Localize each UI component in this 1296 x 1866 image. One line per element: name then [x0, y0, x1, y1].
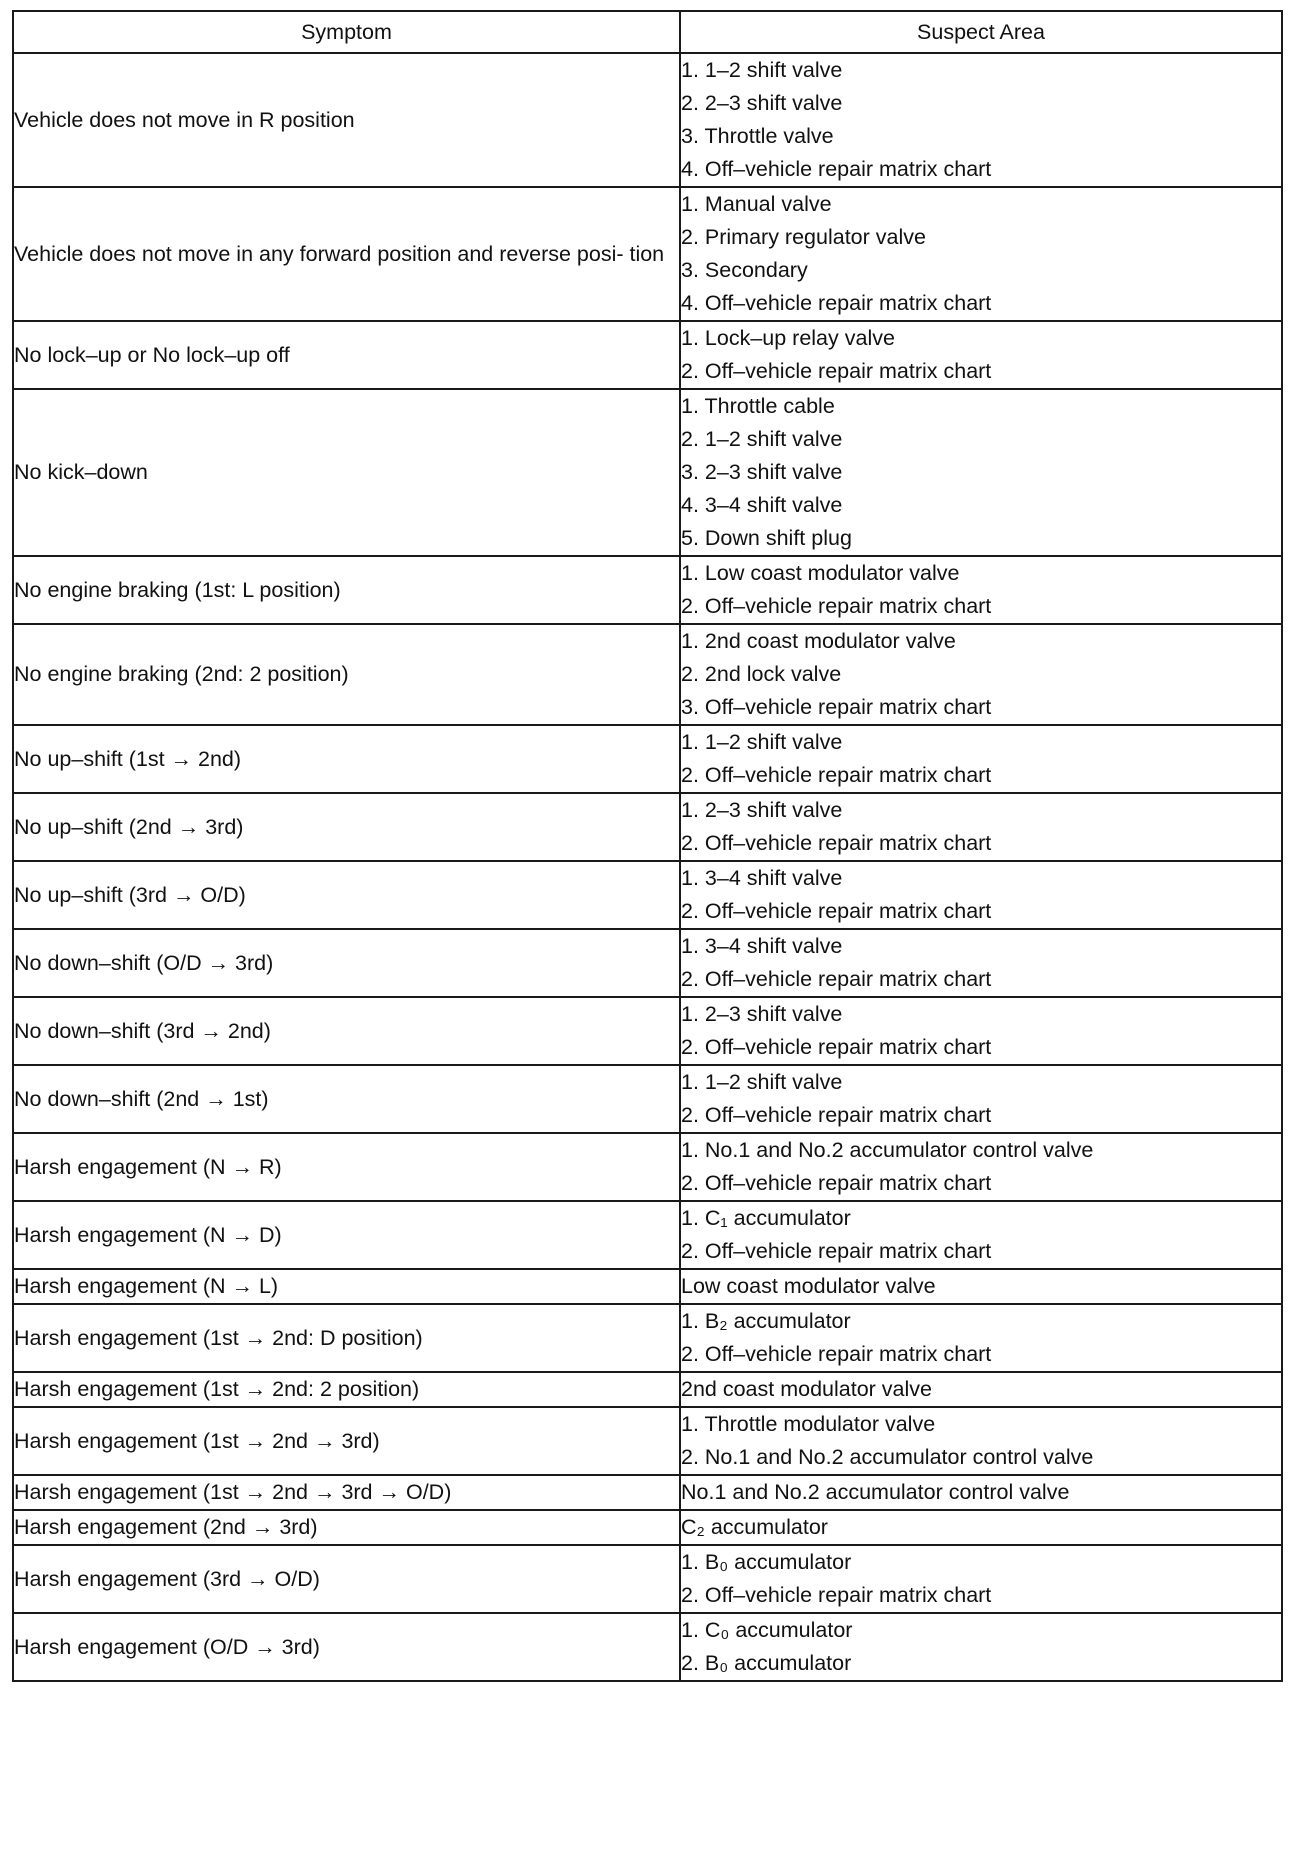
suspect-item: 2. No.1 and No.2 accumulator control valve — [681, 1445, 1094, 1469]
symptom-cell: Harsh engagement (N → R) — [13, 1133, 680, 1201]
suspect-area-cell — [680, 1407, 1282, 1475]
suspect-item: 2. Off–vehicle repair matrix chart — [681, 831, 992, 855]
header-row — [13, 11, 1282, 53]
symptom-cell: Harsh engagement (N → D) — [13, 1201, 680, 1269]
header-suspect-area: Suspect Area — [680, 11, 1282, 53]
table-row — [13, 53, 1282, 187]
suspect-item: 1. 2nd coast modulator valve — [681, 629, 956, 653]
table-row — [13, 929, 1282, 997]
table-row — [13, 1613, 1282, 1681]
symptom-cell: Harsh engagement (O/D → 3rd) — [13, 1613, 680, 1681]
suspect-item: 2. 2–3 shift valve — [681, 91, 843, 115]
suspect-area-cell — [680, 1372, 1282, 1407]
suspect-item: 1. No.1 and No.2 accumulator control valve — [681, 1138, 1094, 1162]
suspect-item: 4. Off–vehicle repair matrix chart — [681, 157, 992, 181]
suspect-area-cell — [680, 187, 1282, 321]
symptom-cell: No lock–up or No lock–up off — [13, 321, 680, 389]
suspect-item: 2. Off–vehicle repair matrix chart — [681, 1103, 992, 1127]
suspect-area-cell — [680, 997, 1282, 1065]
symptom-cell: Vehicle does not move in any forward position and reverse posi- tion — [13, 187, 680, 321]
suspect-item: 2. Off–vehicle repair matrix chart — [681, 1239, 992, 1263]
table-row — [13, 725, 1282, 793]
table-row — [13, 1510, 1282, 1545]
table-row — [13, 861, 1282, 929]
suspect-item: 2. 1–2 shift valve — [681, 427, 843, 451]
table-row — [13, 556, 1282, 624]
suspect-area-cell — [680, 929, 1282, 997]
suspect-area-cell — [680, 1065, 1282, 1133]
suspect-item: 1. B₀ accumulator — [681, 1550, 852, 1574]
table-row — [13, 389, 1282, 556]
symptom-cell: No down–shift (2nd → 1st) — [13, 1065, 680, 1133]
table-row — [13, 1407, 1282, 1475]
symptom-cell: No down–shift (3rd → 2nd) — [13, 997, 680, 1065]
table-row — [13, 1269, 1282, 1304]
symptom-cell: Harsh engagement (1st → 2nd → 3rd) — [13, 1407, 680, 1475]
suspect-item: 2. Off–vehicle repair matrix chart — [681, 594, 992, 618]
table-row — [13, 321, 1282, 389]
suspect-item: 2. B₀ accumulator — [681, 1651, 852, 1675]
table-row — [13, 997, 1282, 1065]
suspect-item: 3. 2–3 shift valve — [681, 460, 843, 484]
table-row — [13, 1545, 1282, 1613]
header-symptom: Symptom — [13, 11, 680, 53]
suspect-item: C₂ accumulator — [681, 1515, 828, 1539]
symptom-cell: No engine braking (2nd: 2 position) — [13, 624, 680, 725]
suspect-item: 1. Manual valve — [681, 192, 832, 216]
suspect-item: 2. 2nd lock valve — [681, 662, 842, 686]
suspect-item: 2. Off–vehicle repair matrix chart — [681, 1342, 992, 1366]
suspect-item: 2nd coast modulator valve — [681, 1377, 932, 1401]
suspect-item: 1. 1–2 shift valve — [681, 730, 843, 754]
table-row — [13, 187, 1282, 321]
suspect-area-cell — [680, 1133, 1282, 1201]
symptom-cell: Harsh engagement (2nd → 3rd) — [13, 1510, 680, 1545]
table-row — [13, 1475, 1282, 1510]
symptom-cell: Harsh engagement (1st → 2nd: 2 position) — [13, 1372, 680, 1407]
table-row — [13, 793, 1282, 861]
suspect-item: Low coast modulator valve — [681, 1274, 936, 1298]
suspect-item: 4. Off–vehicle repair matrix chart — [681, 291, 992, 315]
symptom-cell: No kick–down — [13, 389, 680, 556]
table-row — [13, 1133, 1282, 1201]
suspect-item: 1. Throttle cable — [681, 394, 835, 418]
suspect-item: 2. Off–vehicle repair matrix chart — [681, 359, 992, 383]
table-row — [13, 1372, 1282, 1407]
suspect-area-cell — [680, 1545, 1282, 1613]
table-row — [13, 1201, 1282, 1269]
suspect-item: 3. Secondary — [681, 258, 808, 282]
suspect-area-cell — [680, 1510, 1282, 1545]
suspect-item: 1. C₁ accumulator — [681, 1206, 851, 1230]
symptom-cell: Harsh engagement (N → L) — [13, 1269, 680, 1304]
suspect-item: 1. Throttle modulator valve — [681, 1412, 936, 1436]
symptom-cell: No up–shift (3rd → O/D) — [13, 861, 680, 929]
suspect-area-cell — [680, 1475, 1282, 1510]
table-row — [13, 1065, 1282, 1133]
suspect-area-cell — [680, 1269, 1282, 1304]
suspect-item: 1. 1–2 shift valve — [681, 1070, 843, 1094]
suspect-item: No.1 and No.2 accumulator control valve — [681, 1480, 1070, 1504]
suspect-item: 2. Off–vehicle repair matrix chart — [681, 1035, 992, 1059]
symptom-cell: No engine braking (1st: L position) — [13, 556, 680, 624]
suspect-area-cell — [680, 556, 1282, 624]
suspect-item: 4. 3–4 shift valve — [681, 493, 843, 517]
symptom-cell: Harsh engagement (3rd → O/D) — [13, 1545, 680, 1613]
symptom-cell: Harsh engagement (1st → 2nd → 3rd → O/D) — [13, 1475, 680, 1510]
suspect-area-cell — [680, 1304, 1282, 1372]
suspect-item: 1. 2–3 shift valve — [681, 798, 843, 822]
suspect-area-cell — [680, 1613, 1282, 1681]
symptom-cell: Harsh engagement (1st → 2nd: D position) — [13, 1304, 680, 1372]
suspect-item: 3. Throttle valve — [681, 124, 834, 148]
suspect-area-cell — [680, 861, 1282, 929]
symptom-table — [12, 10, 1283, 1682]
suspect-item: 1. C₀ accumulator — [681, 1618, 853, 1642]
suspect-area-cell — [680, 389, 1282, 556]
symptom-cell: No up–shift (1st → 2nd) — [13, 725, 680, 793]
suspect-area-cell — [680, 53, 1282, 187]
suspect-item: 2. Off–vehicle repair matrix chart — [681, 763, 992, 787]
suspect-area-cell — [680, 1201, 1282, 1269]
suspect-item: 1. B₂ accumulator — [681, 1309, 851, 1333]
suspect-area-cell — [680, 725, 1282, 793]
suspect-item: 5. Down shift plug — [681, 526, 852, 550]
suspect-item: 1. Lock–up relay valve — [681, 326, 895, 350]
suspect-item: 1. 3–4 shift valve — [681, 866, 843, 890]
suspect-item: 1. Low coast modulator valve — [681, 561, 960, 585]
suspect-item: 2. Off–vehicle repair matrix chart — [681, 899, 992, 923]
suspect-area-cell — [680, 321, 1282, 389]
suspect-area-cell — [680, 624, 1282, 725]
suspect-item: 3. Off–vehicle repair matrix chart — [681, 695, 992, 719]
symptom-cell: No down–shift (O/D → 3rd) — [13, 929, 680, 997]
suspect-item: 1. 3–4 shift valve — [681, 934, 843, 958]
suspect-item: 2. Off–vehicle repair matrix chart — [681, 1171, 992, 1195]
suspect-item: 2. Off–vehicle repair matrix chart — [681, 967, 992, 991]
suspect-item: 1. 2–3 shift valve — [681, 1002, 843, 1026]
suspect-area-cell — [680, 793, 1282, 861]
suspect-item: 1. 1–2 shift valve — [681, 58, 843, 82]
suspect-item: 2. Primary regulator valve — [681, 225, 926, 249]
symptom-cell: Vehicle does not move in R position — [13, 53, 680, 187]
suspect-item: 2. Off–vehicle repair matrix chart — [681, 1583, 992, 1607]
symptom-cell: No up–shift (2nd → 3rd) — [13, 793, 680, 861]
table-row — [13, 1304, 1282, 1372]
table-row — [13, 624, 1282, 725]
